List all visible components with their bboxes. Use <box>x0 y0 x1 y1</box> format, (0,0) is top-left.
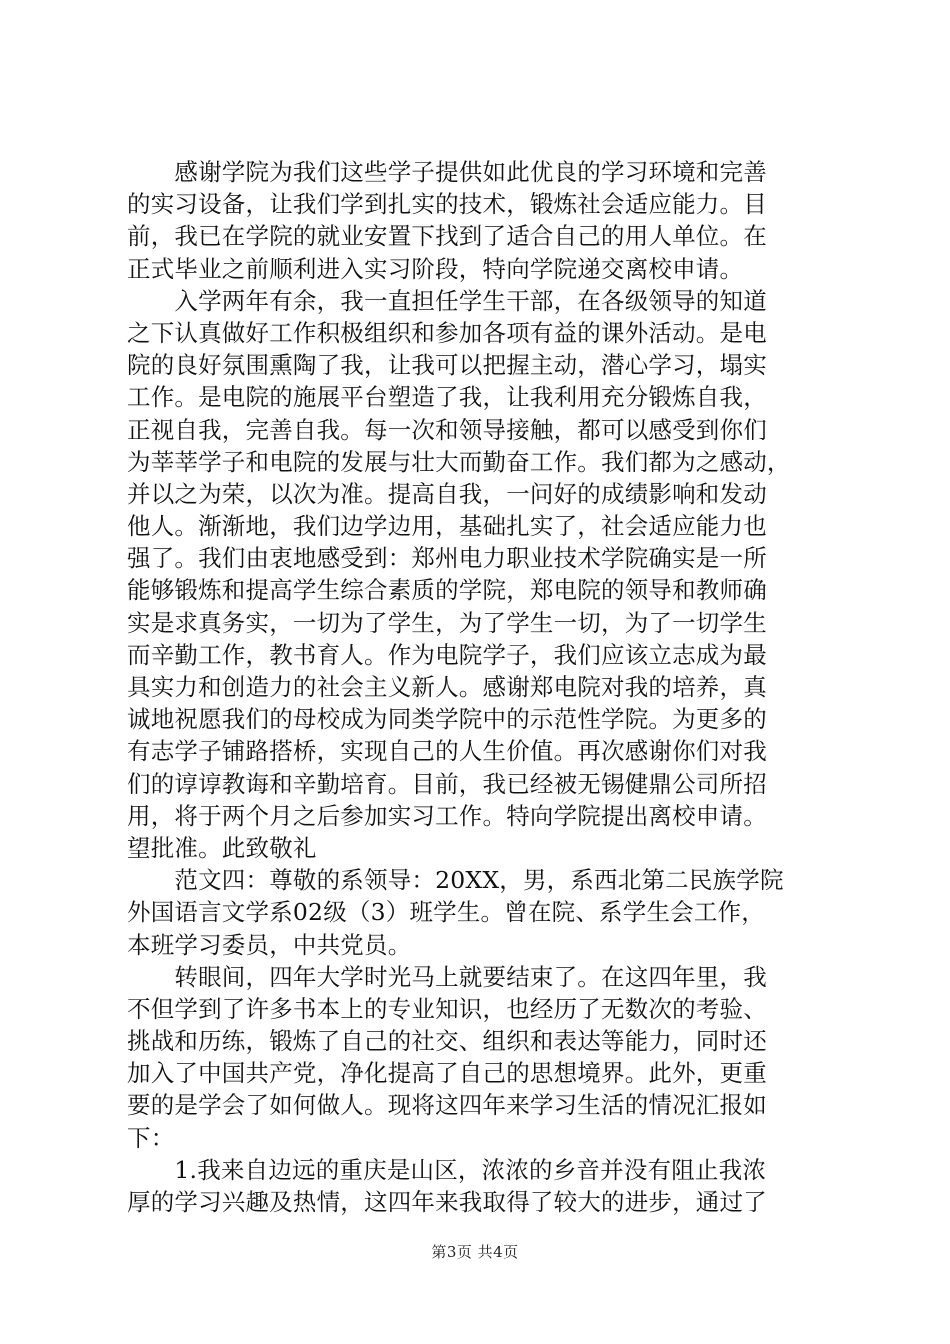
text-line: 外国语言文学系02级（3）班学生。曾在院、系学生会工作， <box>127 898 765 927</box>
text-line: 们的谆谆教诲和辛勤培育。目前，我已经被无锡健鼎公司所招 <box>127 769 767 798</box>
text-line: 的实习设备，让我们学到扎实的技术，锻炼社会适应能力。目 <box>127 190 767 219</box>
text-line: 加入了中国共产党，净化提高了自己的思想境界。此外，更重 <box>127 1059 767 1088</box>
text-line: 院的良好氛围熏陶了我，让我可以把握主动，潜心学习，塌实 <box>127 351 767 380</box>
text-line: 有志学子铺路搭桥，实现自己的人生价值。再次感谢你们对我 <box>127 737 767 766</box>
text-line: 强了。我们由衷地感受到：郑州电力职业技术学院确实是一所 <box>127 544 767 573</box>
text-line: 能够锻炼和提高学生综合素质的学院，郑电院的领导和教师确 <box>127 576 767 605</box>
text-line: 而辛勤工作，教书育人。作为电院学子，我们应该立志成为最 <box>127 640 767 669</box>
text-line: 正式毕业之前顺利进入实习阶段，特向学院递交离校申请。 <box>127 254 744 283</box>
page-footer: 第3页 共4页 <box>431 1243 519 1261</box>
text-line: 范文四：尊敬的系领导：20XX，男，系西北第二民族学院 <box>127 866 784 895</box>
text-line: 要的是学会了如何做人。现将这四年来学习生活的情况汇报如 <box>127 1091 767 1120</box>
text-line: 诚地祝愿我们的母校成为同类学院中的示范性学院。为更多的 <box>127 705 767 734</box>
text-line: 用，将于两个月之后参加实习工作。特向学院提出离校申请。 <box>127 801 767 830</box>
text-line: 下： <box>127 1123 175 1152</box>
text-line: 厚的学习兴趣及热情，这四年来我取得了较大的进步，通过了 <box>127 1188 767 1216</box>
text-line: 挑战和历练，锻炼了自己的社交、组织和表达等能力，同时还 <box>127 1027 767 1056</box>
text-line: 并以之为荣，以次为准。提高自我，一问好的成绩影响和发动 <box>127 479 767 508</box>
text-line: 转眼间，四年大学时光马上就要结束了。在这四年里，我 <box>127 962 767 991</box>
text-line: 工作。是电院的施展平台塑造了我，让我利用充分锻炼自我， <box>127 383 767 412</box>
text-line: 他人。渐渐地，我们边学边用，基础扎实了，社会适应能力也 <box>127 512 767 541</box>
body-text <box>127 156 827 1218</box>
text-line: 为莘莘学子和电院的发展与壮大而勤奋工作。我们都为之感动， <box>127 447 791 476</box>
text-line: 之下认真做好工作积极组织和参加各项有益的课外活动。是电 <box>127 318 767 347</box>
text-line: 入学两年有余，我一直担任学生干部，在各级领导的知道 <box>127 286 767 315</box>
text-line: 不但学到了许多书本上的专业知识，也经历了无数次的考验、 <box>127 994 767 1023</box>
text-line: 望批准。此致敬礼 <box>127 833 317 862</box>
text-line: 1.我来自边远的重庆是山区，浓浓的乡音并没有阻止我浓 <box>127 1155 767 1184</box>
text-line: 感谢学院为我们这些学子提供如此优良的学习环境和完善 <box>127 158 767 186</box>
text-line: 本班学习委员，中共党员。 <box>127 930 412 959</box>
text-line: 实是求真务实，一切为了学生，为了学生一切，为了一切学生 <box>127 608 767 637</box>
text-line: 前，我已在学院的就业安置下找到了适合自己的用人单位。在 <box>127 222 767 251</box>
text-line: 正视自我，完善自我。每一次和领导接触，都可以感受到你们 <box>127 415 767 444</box>
text-line: 具实力和创造力的社会主义新人。感谢郑电院对我的培养，真 <box>127 673 767 701</box>
